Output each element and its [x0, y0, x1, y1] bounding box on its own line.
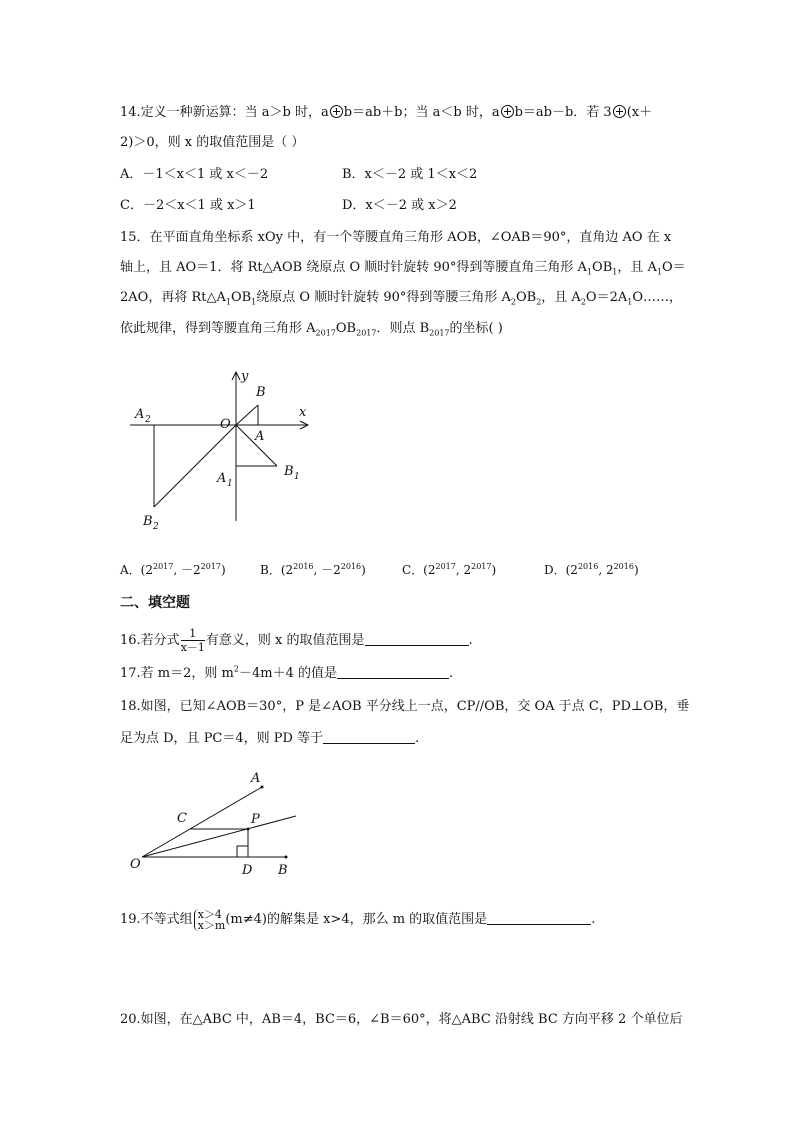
label-B2: B [143, 514, 153, 529]
label-A1: A [217, 471, 227, 486]
label-C: C [177, 811, 187, 826]
section-title: 二、填空题 [120, 595, 190, 611]
q19: 19.不等式组 x＞4 x＞m (m≠4)的解集是 x>4，那么 m 的取值范围是 . [120, 907, 596, 932]
q14-text-3: b＝ab－b．若 3 [514, 105, 612, 120]
y-axis-label: y [241, 369, 249, 384]
q14-option-d: D．x＜－2 或 x＞2 [342, 198, 457, 213]
svg-text:2: 2 [145, 415, 151, 425]
label-A2: A [135, 407, 145, 422]
label-O: O [130, 857, 141, 872]
q14-option-c: C．－2＜x＜1 或 x＞1 [120, 198, 256, 213]
q15-line3: 2AO，再将 $Rt\triangle A_1OB_1$绕原点 O 顺时针旋转 90°得到等腰三角形 $A_2OB_2$，且 $A_2O=2A_1O\dots\dots$， [120, 290, 683, 307]
answer-blank[interactable] [487, 910, 591, 925]
label-B1: B [284, 464, 294, 479]
svg-text:1: 1 [294, 472, 300, 482]
q15-option-a: A．($2^{2017}$, $-2^{2017}$) [120, 562, 226, 577]
q20-line1: 20.如图，在△ABC 中，AB＝4，BC＝6，∠B＝60°，将△ABC 沿射线 BC 方向平移 2 个单位后 [120, 1012, 683, 1027]
q15-option-c: C．($2^{2017}$, $2^{2017}$) [402, 562, 497, 577]
inequality-system: x＞4 x＞m [194, 909, 226, 931]
label-B: B [278, 863, 288, 878]
q18-line2: 足为点 D，且 PC＝4，则 PD 等于 . [120, 731, 420, 746]
q15-option-d: D．($2^{2016}$, $2^{2016}$) [544, 562, 639, 577]
q16: 16.若分式 $\frac{1}{x-1}$ 有意义，则 x 的取值范围是 . [120, 627, 473, 654]
label-P: P [251, 812, 260, 827]
x-axis-label: x [299, 405, 307, 420]
q14-option-b: B．x＜－2 或 1＜x＜2 [342, 167, 478, 182]
q14-text-2: b＝ab＋b；当 a＜b 时，a [343, 105, 500, 120]
q15-line4: 依此规律，得到等腰直角三角形 $A_{2017}OB_{2017}$．则点 $B_{2017}$的坐标( ) [120, 321, 503, 338]
label-B: B [256, 385, 266, 400]
svg-text:2: 2 [153, 522, 159, 532]
label-D: D [242, 863, 253, 878]
fraction: $\frac{1}{x-1}$ [180, 627, 205, 654]
label-A: A [255, 429, 265, 444]
q14-text-4: (x＋ [626, 105, 653, 120]
label-O: O [220, 417, 231, 432]
q15-line1: 15．在平面直角坐标系 xOy 中，有一个等腰直角三角形 AOB，∠OAB＝90°，直角边 AO 在 x [120, 230, 672, 245]
q14-text-1: 14.定义一种新运算：当 a＞b 时，a [120, 105, 329, 120]
svg-text:1: 1 [227, 479, 233, 489]
q14-line2: 2)＞0，则 x 的取值范围是（ ） [120, 135, 305, 150]
q14-option-a: A．－1＜x＜1 或 x＜－2 [120, 167, 269, 182]
q15-line2: 轴上，且 AO＝1．将 Rt△AOB 绕原点 O 顺时针旋转 90°得到等腰直角三角形 $A_1OB_1$，且 $A_1O=$ [120, 260, 686, 277]
q15-option-b: B．($2^{2016}$, $-2^{2016}$) [260, 562, 366, 577]
q18-line1: 18.如图，已知∠AOB＝30°，P 是∠AOB 平分线上一点，CP//OB，交 OA 于点 C，PD⊥OB，垂 [120, 699, 690, 714]
q17: 17.若 m＝2，则 $m^2-4m+4$ 的值是 . [120, 664, 454, 681]
label-A: A [251, 771, 261, 786]
